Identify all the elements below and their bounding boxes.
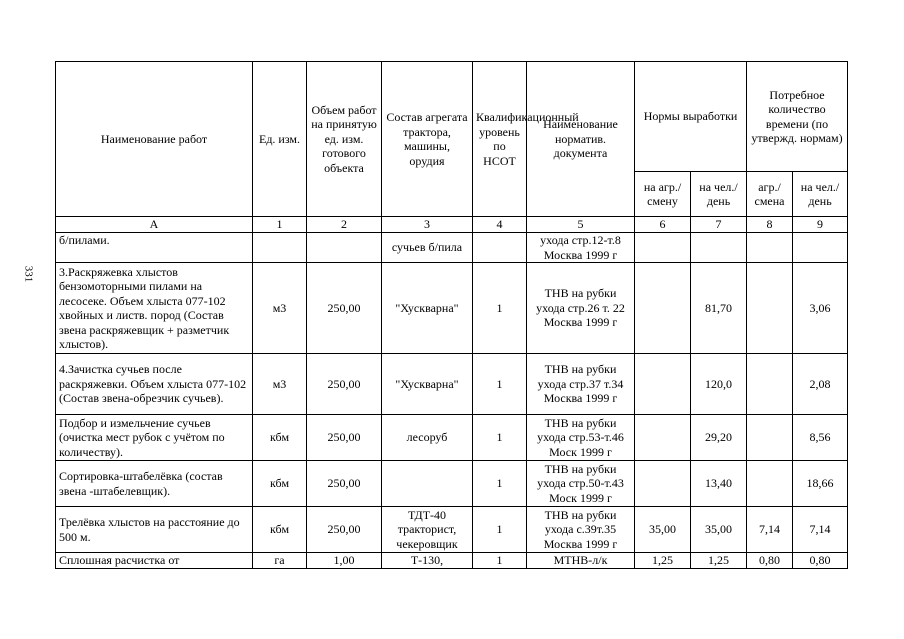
cell-unit: кбм [253,461,307,507]
cell-document: ТНВ на рубки ухода с.39т.35 Москва 1999 г [527,507,635,553]
cell-norm-day: 35,00 [691,507,747,553]
cell-volume: 250,00 [307,263,382,354]
column-index-row [56,217,848,233]
cell-norm-shift [635,461,691,507]
header-unit: Ед. изм. [253,62,307,217]
cell-req-day: 7,14 [793,507,848,553]
table-row [56,354,848,415]
cell-norm-shift: 1,25 [635,553,691,569]
table-row [56,263,848,354]
cell-composition [382,461,473,507]
cell-qualification: 1 [473,461,527,507]
cell-composition: "Хускварна" [382,354,473,415]
cell-volume: 250,00 [307,507,382,553]
cell-work-name: Подбор и измельчение сучьев (очистка мест рубок с учётом по количеству). [56,415,253,461]
cell-qualification: 1 [473,415,527,461]
cell-norm-day: 81,70 [691,263,747,354]
cell-qualification: 1 [473,354,527,415]
table-row [56,415,848,461]
subheader-req-shift: агр./ смена [747,172,793,217]
cell-req-day: 0,80 [793,553,848,569]
cell-req-shift: 0,80 [747,553,793,569]
cell-document: ТНВ на рубки ухода стр.50-т.43 Моск 1999 г [527,461,635,507]
cell-document: ТНВ на рубки ухода стр.53-т.46 Моск 1999 г [527,415,635,461]
cell-volume: 250,00 [307,415,382,461]
cell-norm-shift [635,415,691,461]
cell-norm-shift [635,354,691,415]
cell-norm-day [691,233,747,263]
cell-work-name: Сплошная расчистка от [56,553,253,569]
cell-norm-day: 13,40 [691,461,747,507]
col-index: 8 [747,217,793,233]
cell-composition: "Хускварна" [382,263,473,354]
cell-unit: м3 [253,354,307,415]
col-index: А [56,217,253,233]
cell-norm-day: 29,20 [691,415,747,461]
subheader-req-day: на чел./ день [793,172,848,217]
cell-norm-shift: 35,00 [635,507,691,553]
col-index: 3 [382,217,473,233]
cell-document: МТНВ-л/к [527,553,635,569]
cell-qualification [473,233,527,263]
cell-unit: м3 [253,263,307,354]
cell-req-day: 8,56 [793,415,848,461]
cell-work-name: Трелёвка хлыстов на расстояние до 500 м. [56,507,253,553]
cell-qualification: 1 [473,507,527,553]
col-index: 5 [527,217,635,233]
cell-req-day: 3,06 [793,263,848,354]
cell-volume: 250,00 [307,461,382,507]
cell-work-name: б/пилами. [56,233,253,263]
header-qualification: Квалификационный уровень по НСОТ [473,62,527,217]
cell-volume [307,233,382,263]
cell-qualification: 1 [473,263,527,354]
cell-composition: лесоруб [382,415,473,461]
cell-norm-day: 120,0 [691,354,747,415]
col-index: 7 [691,217,747,233]
cell-norm-day: 1,25 [691,553,747,569]
cell-composition: ТДТ-40 тракторист, чекеровщик [382,507,473,553]
table-row [56,507,848,553]
cell-work-name: 4.Зачистка сучьев после раскряжевки. Объем хлыста 077-102 (Состав звена-обрезчик сучьев). [56,354,253,415]
table-row [56,553,848,569]
cell-unit: кбм [253,415,307,461]
subheader-norm-shift: на агр./ смену [635,172,691,217]
header-normative: Наименование норматив. документа [527,62,635,217]
cell-unit [253,233,307,263]
page-number: 331 [22,265,35,283]
cell-unit: кбм [253,507,307,553]
table-row [56,461,848,507]
subheader-norm-day: на чел./ день [691,172,747,217]
cell-norm-shift [635,233,691,263]
cell-unit: га [253,553,307,569]
col-index: 6 [635,217,691,233]
cell-req-shift: 7,14 [747,507,793,553]
header-composition: Состав агрегата трактора, машины, орудия [382,62,473,217]
header-row [56,62,848,172]
col-index: 9 [793,217,848,233]
header-name: Наименование работ [56,62,253,217]
cell-document: ТНВ на рубки ухода стр.37 т.34 Москва 1999 г [527,354,635,415]
cell-req-shift [747,415,793,461]
cell-req-day [793,233,848,263]
cell-volume: 250,00 [307,354,382,415]
cell-norm-shift [635,263,691,354]
col-index: 4 [473,217,527,233]
cell-document: ухода стр.12-т.8 Москва 1999 г [527,233,635,263]
cell-req-day: 2,08 [793,354,848,415]
cell-document: ТНВ на рубки ухода стр.26 т. 22 Москва 1999 г [527,263,635,354]
cell-work-name: Сортировка-штабелёвка (состав звена -штабелевщик). [56,461,253,507]
cell-qualification: 1 [473,553,527,569]
header-required: Потребное количество времени (по утвержд. нормам) [747,62,848,172]
norms-table [55,61,848,569]
col-index: 1 [253,217,307,233]
header-norms: Нормы выработки [635,62,747,172]
header-volume: Объем работ на принятую ед. изм. готового объекта [307,62,382,217]
cell-work-name: 3.Раскряжевка хлыстов бензомоторными пилами на лесосеке. Объем хлыста 077-102 хвойных и листв. пород (Состав звена раскряжевщик + разметчик хлыстов). [56,263,253,354]
cell-req-shift [747,461,793,507]
cell-req-shift [747,263,793,354]
cell-req-shift [747,233,793,263]
cell-volume: 1,00 [307,553,382,569]
cell-req-day: 18,66 [793,461,848,507]
table-row [56,233,848,263]
col-index: 2 [307,217,382,233]
cell-composition: сучьев б/пила [382,233,473,263]
cell-composition: Т-130, [382,553,473,569]
cell-req-shift [747,354,793,415]
